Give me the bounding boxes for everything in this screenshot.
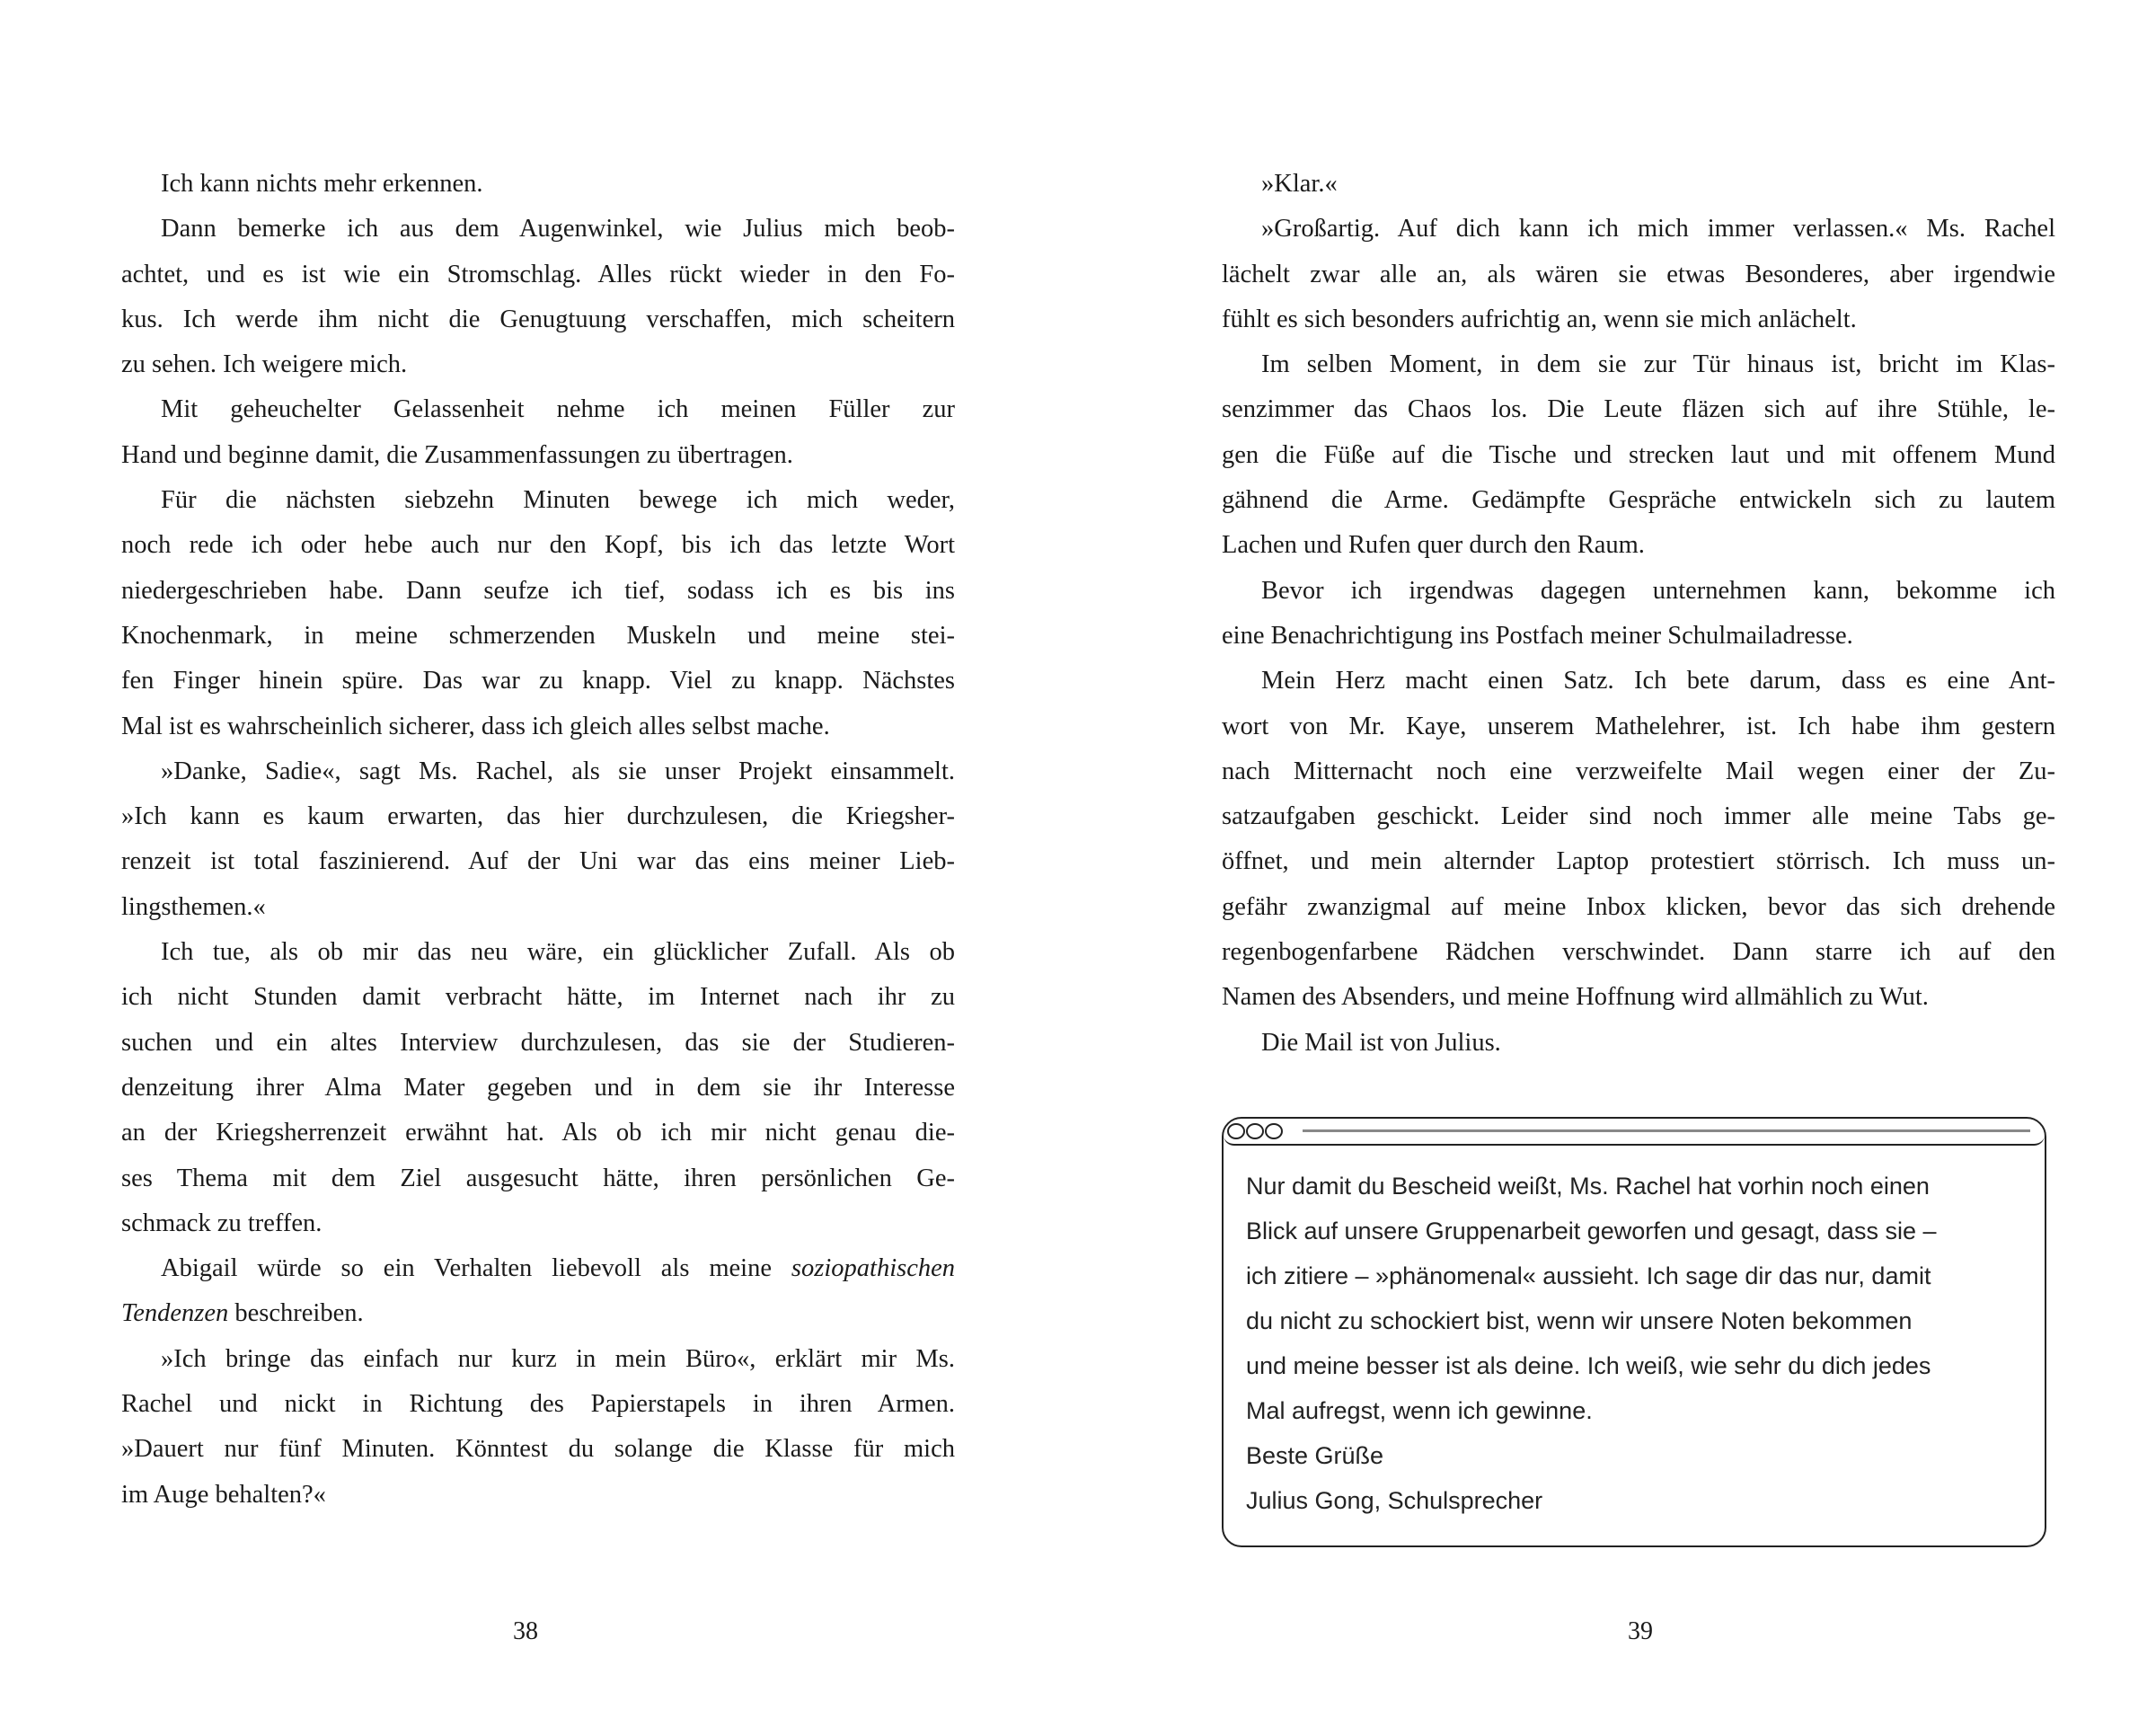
left-page-text bbox=[121, 162, 955, 1518]
email-line: Nur damit du Bescheid weißt, Ms. Rachel hat vorhin noch einen bbox=[1246, 1173, 1930, 1200]
text-line: Namen des Absenders, und meine Hoffnung wird allmählich zu Wut. bbox=[1222, 983, 1929, 1012]
text-span: beschreiben. bbox=[228, 1299, 364, 1328]
text-line: gähnend die Arme. Gedämpfte Gespräche entwickeln sich zu lautem bbox=[1222, 486, 2055, 515]
text-line: »Ich kann es kaum erwarten, das hier durchzulesen, die Kriegsher- bbox=[121, 802, 955, 831]
text-line: ich nicht Stunden damit verbracht hätte, im Internet nach ihr zu bbox=[121, 983, 955, 1012]
italic-text: Tendenzen bbox=[121, 1299, 229, 1328]
text-line: zu sehen. Ich weigere mich. bbox=[121, 350, 408, 379]
text-line: im Auge behalten?« bbox=[121, 1480, 326, 1509]
text-line: schmack zu treffen. bbox=[121, 1209, 323, 1237]
text-line: Mal ist es wahrscheinlich sicherer, dass ich gleich alles selbst mache. bbox=[121, 712, 830, 740]
text-line: »Klar.« bbox=[1261, 170, 1338, 198]
text-line: Rachel und nickt in Richtung des Papierstapels in ihren Armen. bbox=[121, 1390, 955, 1419]
text-line: lächelt zwar alle an, als wären sie etwas Besonderes, aber irgendwie bbox=[1222, 260, 2055, 288]
text-line: Ich tue, als ob mir das neu wäre, ein glücklicher Zufall. Als ob bbox=[161, 938, 955, 967]
text-line: satzaufgaben geschickt. Leider sind noch immer alle meine Tabs ge- bbox=[1222, 802, 2055, 831]
email-line: ich zitiere – »phänomenal« aussieht. Ich sage dir das nur, damit bbox=[1246, 1262, 1931, 1289]
text-line: Mit geheuchelter Gelassenheit nehme ich meinen Füller zur bbox=[161, 395, 955, 424]
text-line: Die Mail ist von Julius. bbox=[1261, 1028, 1501, 1057]
text-line: Hand und beginne damit, die Zusammenfassungen zu übertragen. bbox=[121, 440, 793, 469]
email-line: Julius Gong, Schulsprecher bbox=[1246, 1487, 1543, 1514]
text-line: Für die nächsten siebzehn Minuten bewege ich mich weder, bbox=[161, 486, 955, 515]
email-body bbox=[1246, 1164, 1936, 1523]
window-dot-icon bbox=[1246, 1123, 1264, 1139]
text-line: suchen und ein altes Interview durchzulesen, das sie der Studieren- bbox=[121, 1028, 955, 1057]
text-line: an der Kriegsherrenzeit erwähnt hat. Als ob ich mir nicht genau die- bbox=[121, 1119, 955, 1147]
text-line: öffnet, und mein alternder Laptop protestiert störrisch. Ich muss un- bbox=[1222, 847, 2055, 876]
text-line: niedergeschrieben habe. Dann seufze ich tief, sodass ich es bis ins bbox=[121, 576, 955, 605]
window-dot-icon bbox=[1227, 1123, 1245, 1139]
text-line: Dann bemerke ich aus dem Augenwinkel, wie Julius mich beob- bbox=[161, 215, 955, 244]
text-line: »Danke, Sadie«, sagt Ms. Rachel, als sie unser Projekt einsammelt. bbox=[161, 757, 955, 785]
text-span: Abigail würde so ein Verhalten liebevoll als meine bbox=[161, 1254, 791, 1283]
text-line: noch rede ich oder hebe auch nur den Kopf, bis ich das letzte Wort bbox=[121, 531, 955, 560]
text-line: »Großartig. Auf dich kann ich mich immer verlassen.« Ms. Rachel bbox=[1261, 215, 2055, 244]
italic-text: soziopathischen bbox=[791, 1254, 955, 1283]
text-line bbox=[121, 1246, 955, 1291]
text-line: wort von Mr. Kaye, unserem Mathelehrer, ist. Ich habe ihm gestern bbox=[1222, 712, 2055, 740]
text-line: achtet, und es ist wie ein Stromschlag. Alles rückt wieder in den Fo- bbox=[121, 260, 955, 288]
text-line: renzeit ist total faszinierend. Auf der Uni war das eins meiner Lieb- bbox=[121, 847, 955, 876]
text-line: Lachen und Rufen quer durch den Raum. bbox=[1222, 531, 1645, 560]
text-line: gefähr zwanzigmal auf meine Inbox klicken, bevor das sich drehende bbox=[1222, 892, 2055, 921]
right-page-text bbox=[1222, 162, 2055, 1066]
text-line: fen Finger hinein spüre. Das war zu knapp. Viel zu knapp. Nächstes bbox=[121, 667, 955, 695]
email-line: Blick auf unsere Gruppenarbeit geworfen und gesagt, dass sie – bbox=[1246, 1218, 1937, 1244]
address-bar bbox=[1303, 1129, 2030, 1132]
page-number-left: 38 bbox=[513, 1617, 538, 1645]
email-line: du nicht zu schockiert bist, wenn wir unsere Noten bekommen bbox=[1246, 1307, 1913, 1334]
email-window bbox=[1222, 1117, 2046, 1547]
text-line: kus. Ich werde ihm nicht die Genugtuung verschaffen, mich scheitern bbox=[121, 305, 955, 333]
window-dot-icon bbox=[1265, 1123, 1283, 1139]
text-line: Ich kann nichts mehr erkennen. bbox=[161, 170, 483, 198]
text-line: lingsthemen.« bbox=[121, 892, 266, 921]
page-number-right: 39 bbox=[1628, 1617, 1653, 1645]
email-line: Mal aufregst, wenn ich gewinne. bbox=[1246, 1397, 1593, 1424]
text-line: Bevor ich irgendwas dagegen unternehmen kann, bekomme ich bbox=[1261, 576, 2055, 605]
text-line: »Dauert nur fünf Minuten. Könntest du solange die Klasse für mich bbox=[121, 1435, 955, 1464]
text-line: eine Benachrichtigung ins Postfach meiner Schulmailadresse. bbox=[1222, 621, 1853, 650]
email-line: und meine besser ist als deine. Ich weiß, wie sehr du dich jedes bbox=[1246, 1352, 1931, 1379]
text-line: gen die Füße auf die Tische und strecken laut und mit offenem Mund bbox=[1222, 440, 2055, 469]
email-line: Beste Grüße bbox=[1246, 1442, 1384, 1469]
text-line: regenbogenfarbene Rädchen verschwindet. Dann starre ich auf den bbox=[1222, 938, 2055, 967]
text-line: nach Mitternacht noch eine verzweifelte Mail wegen einer der Zu- bbox=[1222, 757, 2055, 785]
text-line: Knochenmark, in meine schmerzenden Muskeln und meine stei- bbox=[121, 621, 955, 650]
email-title-bar bbox=[1224, 1119, 2045, 1146]
text-line: ses Thema mit dem Ziel ausgesucht hätte, ihren persönlichen Ge- bbox=[121, 1164, 955, 1192]
text-line: Im selben Moment, in dem sie zur Tür hinaus ist, bricht im Klas- bbox=[1261, 350, 2055, 379]
text-line: senzimmer das Chaos los. Die Leute fläzen sich auf ihre Stühle, le- bbox=[1222, 395, 2055, 424]
text-line: fühlt es sich besonders aufrichtig an, wenn sie mich anlächelt. bbox=[1222, 305, 1857, 333]
text-line: denzeitung ihrer Alma Mater gegeben und in dem sie ihr Interesse bbox=[121, 1073, 955, 1102]
text-line: Mein Herz macht einen Satz. Ich bete darum, dass es eine Ant- bbox=[1261, 667, 2055, 695]
text-line: »Ich bringe das einfach nur kurz in mein Büro«, erklärt mir Ms. bbox=[161, 1344, 955, 1373]
text-line bbox=[121, 1291, 955, 1336]
